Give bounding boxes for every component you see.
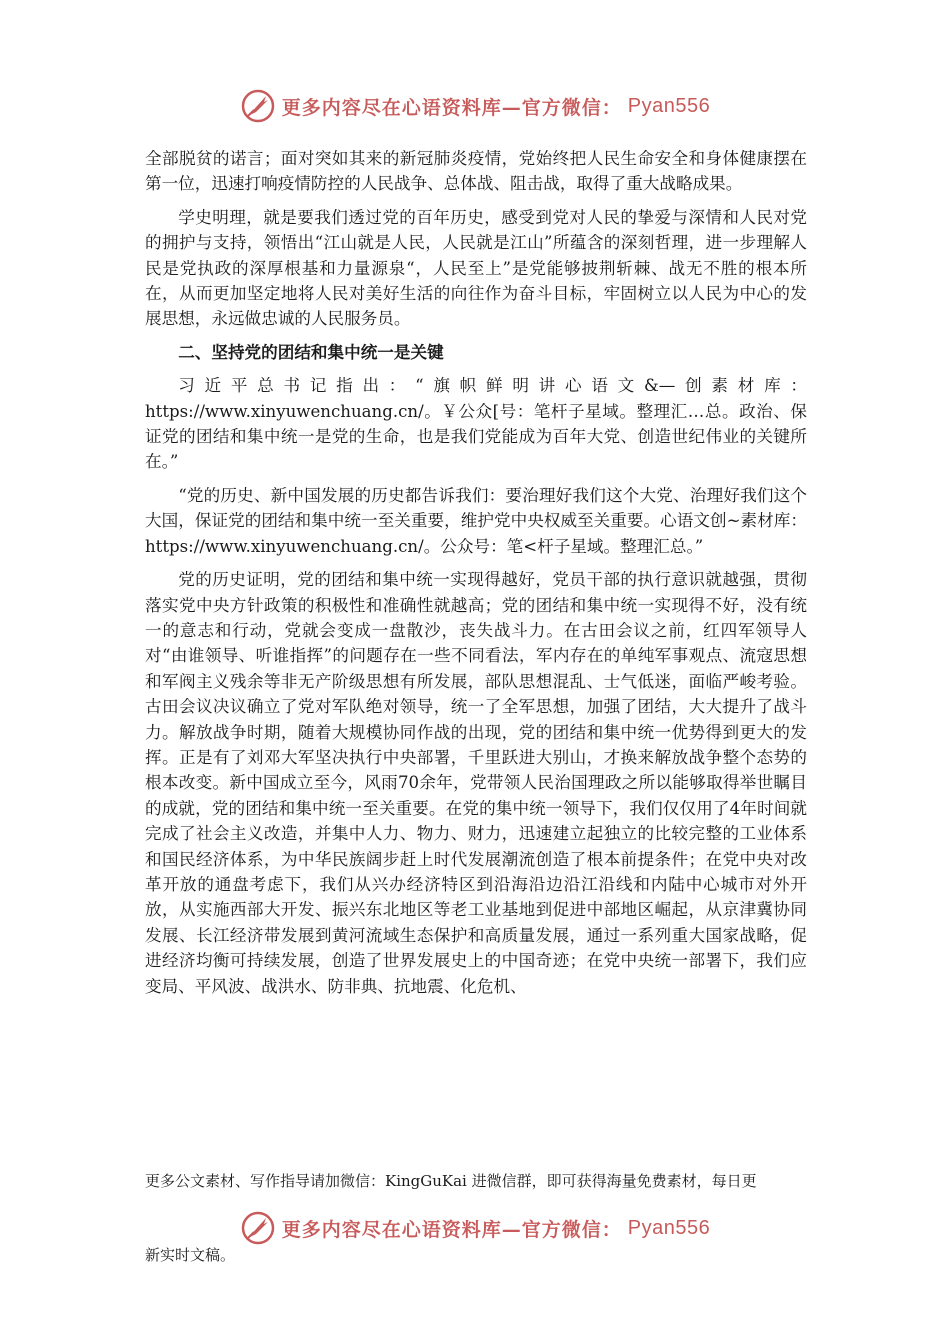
paragraph: 习近平总书记指出：“旗帜鲜明讲心语文&—创素材库：https://www.xinyuwenchuang.cn/。￥公众[号：笔杆子星域。整理汇…总。政治、保证党的团结和集中统一是党的生命，也是我们党能成为百年大党、创造世纪伟业的关键所在。”: [145, 376, 807, 472]
section-heading: 二、坚持党的团结和集中统一是关键: [178, 342, 444, 362]
banner-wechat-id: Pyan556: [627, 1216, 711, 1239]
footer-note-continued: 新实时文稿。: [145, 1246, 236, 1264]
banner-wechat-id: Pyan556: [627, 94, 711, 117]
banner-text: 更多内容尽在心语资料库—官方微信：: [281, 1218, 622, 1241]
paragraph: “党的历史、新中国发展的历史都告诉我们：要治理好我们这个大党、治理好我们这个大国，保证党的团结和集中统一至关重要，维护党中央权威至关重要。心语文创~素材库：https://www.xinyuwenchuang.cn/。公众号：笔<杆子星域。整理汇总。”: [145, 485, 807, 556]
header-banner: [0, 84, 950, 128]
paragraph: 党的历史证明，党的团结和集中统一实现得越好，党员干部的执行意识就越强，贯彻落实党中央方针政策的积极性和准确性就越高；党的团结和集中统一实现得不好，没有统一的意志和行动，党就会变成一盘散沙，丧失战斗力。在古田会议之前，红四军领导人对“由谁领导、听谁指挥”的问题存在一些不同看法，军内存在的单纯军事观点、流寇思想和军阀主义残余等非无产阶级思想有所发展，部队思想混乱、士气低迷，面临严峻考验。古田会议决议确立了党对军队绝对领导，统一了全军思想，加强了团结，大大提升了战斗力。解放战争时期，随着大规模协同作战的出现，党的团结和集中统一优势得到更大的发挥。正是有了刘邓大军坚决执行中央部署，千里跃进大别山，才换来解放战争整个态势的根本改变。新中国成立至今，风雨70余年，党带领人民治国理政之所以能够取得举世瞩目的成就，党的团结和集中统一至关重要。在党的集中统一领导下，我们仅仅用了4年时间就完成了社会主义改造，并集中人力、物力、财力，迅速建立起独立的比较完整的工业体系和国民经济体系，为中华民族阔步赶上时代发展潮流创造了根本前提条件；在党中央对改革开放的通盘考虑下，我们从兴办经济特区到沿海沿边沿江沿线和内陆中心城市对外开放，从实施西部大开发、振兴东北地区等老工业基地到促进中部地区崛起，从京津冀协同发展、长江经济带发展到黄河流域生态保护和高质量发展，通过一系列重大国家战略，促进经济均衡可持续发展，创造了世界发展史上的中国奇迹；在党中央统一部署下，我们应变局、平风波、战洪水、防非典、抗地震、化危机、: [145, 570, 807, 996]
paragraph: 全部脱贫的诺言；面对突如其来的新冠肺炎疫情，党始终把人民生命安全和身体健康摆在第一位，迅速打响疫情防控的人民战争、总体战、阻击战，取得了重大战略成果。: [145, 149, 807, 194]
footer-note: 更多公文素材、写作指导请加微信：KingGuKai 进微信群，即可获得海量免费素材，每日更: [145, 1172, 757, 1190]
paragraph: 学史明理，就是要我们透过党的百年历史，感受到党对人民的挚爱与深情和人民对党的拥护与支持，领悟出“江山就是人民，人民就是江山”所蕴含的深刻哲理，进一步理解人民是党执政的深厚根基和力量源泉“，人民至上”是党能够披荆斩棘、战无不胜的根本所在，从而更加坚定地将人民对美好生活的向往作为奋斗目标，牢固树立以人民为中心的发展思想，永远做忠诚的人民服务员。: [145, 207, 807, 329]
quill-logo-icon: [240, 88, 276, 124]
quill-logo-icon: [240, 1210, 276, 1246]
document-body: [145, 146, 807, 1007]
banner-text: 更多内容尽在心语资料库—官方微信：: [281, 96, 622, 119]
